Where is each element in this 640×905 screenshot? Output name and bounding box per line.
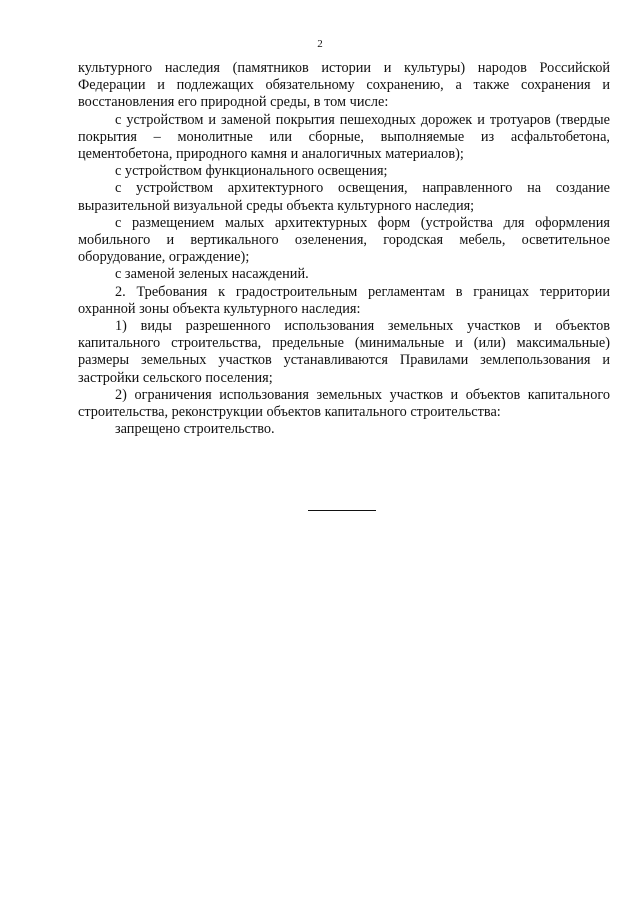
paragraph-architectural-lighting: с устройством архитектурного освещения, направленного на создание выразительной визуальной среды объекта культурного наследия; — [78, 180, 610, 214]
paragraph-green-plantings: с заменой зеленых насаждений. — [115, 266, 309, 283]
paragraph-section-2: 2. Требования к градостроительным регламентам в границах территории охранной зоны объекта культурного наследия: — [78, 283, 610, 317]
end-of-document-rule — [308, 510, 376, 511]
document-body — [78, 60, 610, 438]
paragraph-small-forms: с размещением малых архитектурных форм (устройства для оформления мобильного и вертикального озеленения, городская мебель, осветительное оборудование, ограждение); — [78, 214, 610, 266]
paragraph-item-1: 1) виды разрешенного использования земельных участков и объектов капитального строительства, предельные (минимальные и (или) максимальные) размеры земельных участков устанавливаются Правилами землепользования и застройки сельского поселения; — [78, 318, 610, 386]
paragraph-construction-prohibited: запрещено строительство. — [115, 421, 275, 438]
paragraph-continuation: культурного наследия (памятников истории и культуры) народов Российской Федерации и подлежащих обязательному сохранению, а также сохранения и восстановления его природной среды, в том числе: — [78, 60, 610, 111]
page-number: 2 — [317, 38, 323, 50]
paragraph-item-2: 2) ограничения использования земельных участков и объектов капитального строительства, реконструкции объектов капитального строительства: — [78, 386, 610, 421]
paragraph-walkways: с устройством и заменой покрытия пешеходных дорожек и тротуаров (твердые покрытия – монолитные или сборные, выполняемые из асфальтобетона, цементобетона, природного камня и аналогичных материалов); — [78, 111, 610, 163]
paragraph-functional-lighting: с устройством функционального освещения; — [115, 163, 388, 180]
